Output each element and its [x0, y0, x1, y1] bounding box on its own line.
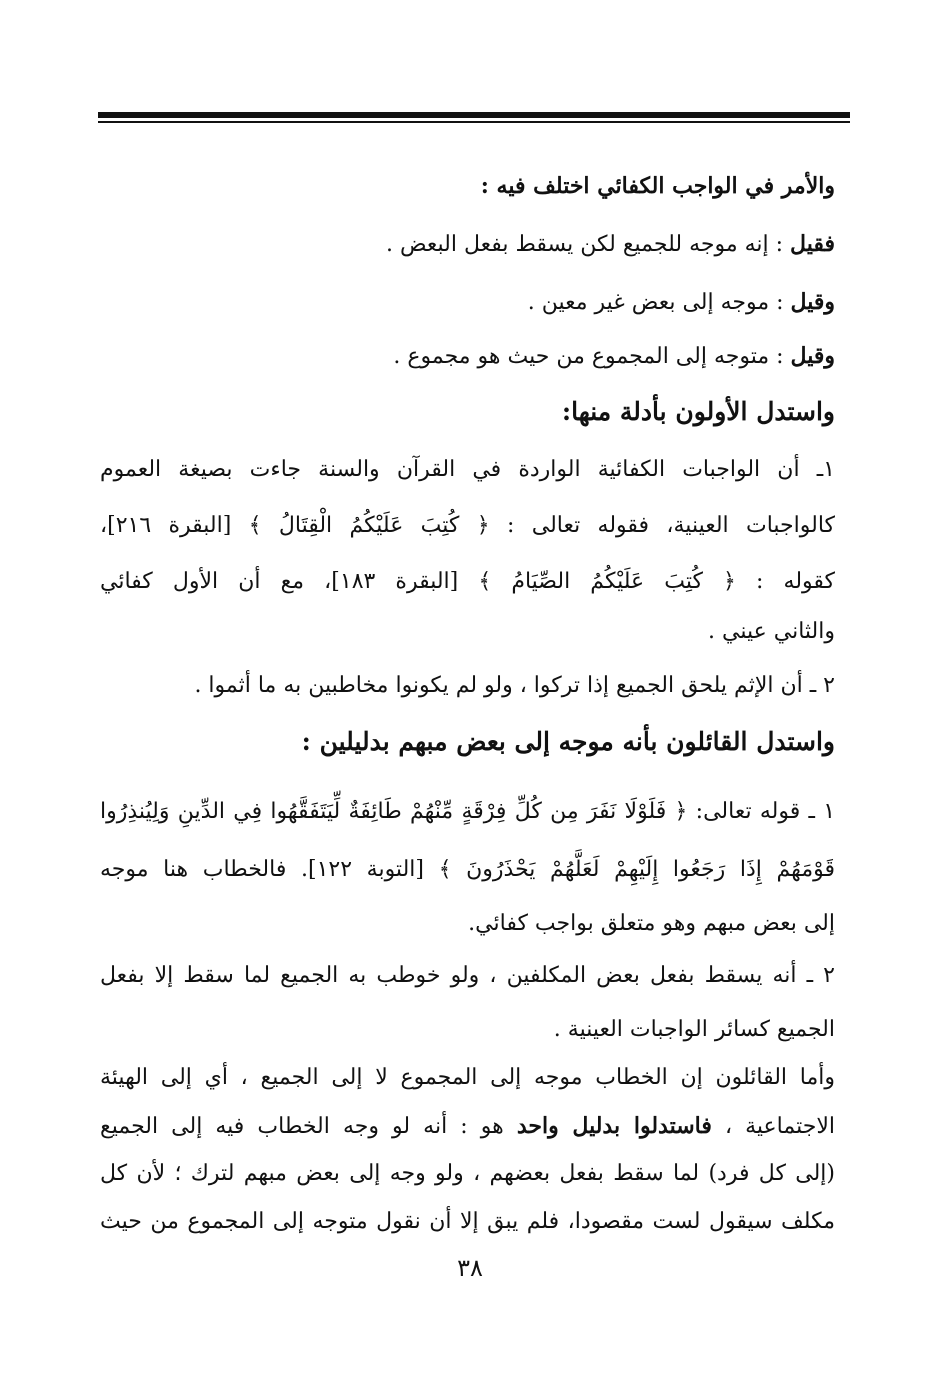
opinion-3 — [393, 338, 835, 375]
opinion-1-text: : إنه موجه للجميع لكن يسقط بفعل البعض . — [385, 232, 791, 257]
header-rule-thin — [98, 121, 850, 123]
opinion-1-label: فقيل — [790, 231, 835, 257]
closing-line-2-bold: فاستدلوا بدليل واحد — [516, 1113, 712, 1139]
closing-line-2-post: هو : أنه لو وجه الخطاب فيه إلى الجميع — [100, 1114, 517, 1139]
opinion-3-text: : متوجه إلى المجموع من حيث هو مجموع . — [393, 344, 791, 369]
heading-first-proofs: واستدل الأولون بأدلة منها: — [561, 397, 835, 426]
first-proof-1-line-3 — [100, 564, 835, 600]
quran-verse-siyam: كُتِبَ عَلَيْكُمُ الصِّيَامُ — [511, 569, 703, 594]
opinion-3-label: وقيل — [790, 343, 835, 369]
closing-line-4: مكلف سيقول لست مقصودا، فلم يبق إلا أن نقول متوجه إلى المجموع من حيث — [100, 1209, 835, 1234]
quran-verse-qital: كُتِبَ عَلَيْكُمُ الْقِتَالُ — [278, 513, 460, 538]
page-number: ٣٨ — [457, 1254, 483, 1282]
intro-line: والأمر في الواجب الكفائي اختلف فيه : — [480, 173, 835, 199]
quran-verse-tawbah-b: قَوْمَهُمْ إِذَا رَجَعُوا إِلَيْهِمْ لَعَلَّهُمْ يَحْذَرُونَ — [466, 857, 835, 882]
opinion-1 — [386, 226, 835, 263]
closing-line-3: (إلى كل فرد) لما سقط بفعل بعضهم ، ولو وجه إلى بعض مبهم لترك ؛ لأن كل — [100, 1161, 835, 1186]
second-proof-1-line-3: إلى بعض مبهم وهو متعلق بواجب كفائي. — [468, 911, 835, 936]
closing-line-2 — [100, 1108, 835, 1145]
first-proof-1-line-2-post: ﴾ [البقرة ٢١٦]، — [100, 513, 279, 538]
closing-line-2-pre: الاجتماعية ، — [711, 1114, 835, 1139]
first-proof-1-line-2-pre: كالواجبات العينية، فقوله تعالى : ﴿ — [459, 513, 836, 538]
first-proof-1-line-3-post: ﴾ [البقرة ١٨٣]، مع أن الأول كفائي — [100, 569, 512, 594]
first-proof-1-line-1: ١ـ أن الواجبات الكفائية الواردة في القرآن والسنة جاءت بصيغة العموم — [100, 457, 835, 482]
first-proof-1-line-2 — [100, 508, 835, 544]
opinion-2-label: وقيل — [790, 289, 835, 315]
header-rule-thick — [98, 112, 850, 118]
heading-second-proofs: واستدل القائلون بأنه موجه إلى بعض مبهم بدليلين : — [301, 727, 835, 756]
second-proof-1-line-1 — [100, 794, 835, 830]
quran-verse-tawbah-a: فَلَوْلَا نَفَرَ مِن كُلِّ فِرْقَةٍ مِّنْهُمْ طَائِفَةٌ لِّيَتَفَقَّهُوا فِي الدِّينِ وَلِيُنذِرُوا — [100, 799, 667, 824]
closing-line-1: وأما القائلون إن الخطاب موجه إلى المجموع لا إلى الجميع ، أي إلى الهيئة — [100, 1065, 835, 1090]
second-proof-2-line-2: الجميع كسائر الواجبات العينية . — [553, 1017, 835, 1042]
opinion-2-text: : موجه إلى بعض غير معين . — [527, 290, 791, 315]
second-proof-1-line-2-post: ﴾ [التوبة ١٢٢]. فالخطاب هنا موجه — [100, 857, 467, 882]
second-proof-1-line-1-pre: ١ ـ قوله تعالى: ﴿ — [666, 799, 836, 824]
second-proof-1-line-2 — [100, 852, 835, 888]
opinion-2 — [528, 284, 835, 321]
second-proof-2-line-1: ٢ ـ أنه يسقط بفعل بعض المكلفين ، ولو خوطب به الجميع لما سقط إلا بفعل — [100, 963, 835, 988]
first-proof-1-line-4: والثاني عيني . — [708, 619, 835, 644]
first-proof-2: ٢ ـ أن الإثم يلحق الجميع إذا تركوا ، ولو لم يكونوا مخاطبين به ما أثموا . — [194, 673, 835, 698]
first-proof-1-line-3-pre: كقوله : ﴿ — [702, 569, 836, 594]
